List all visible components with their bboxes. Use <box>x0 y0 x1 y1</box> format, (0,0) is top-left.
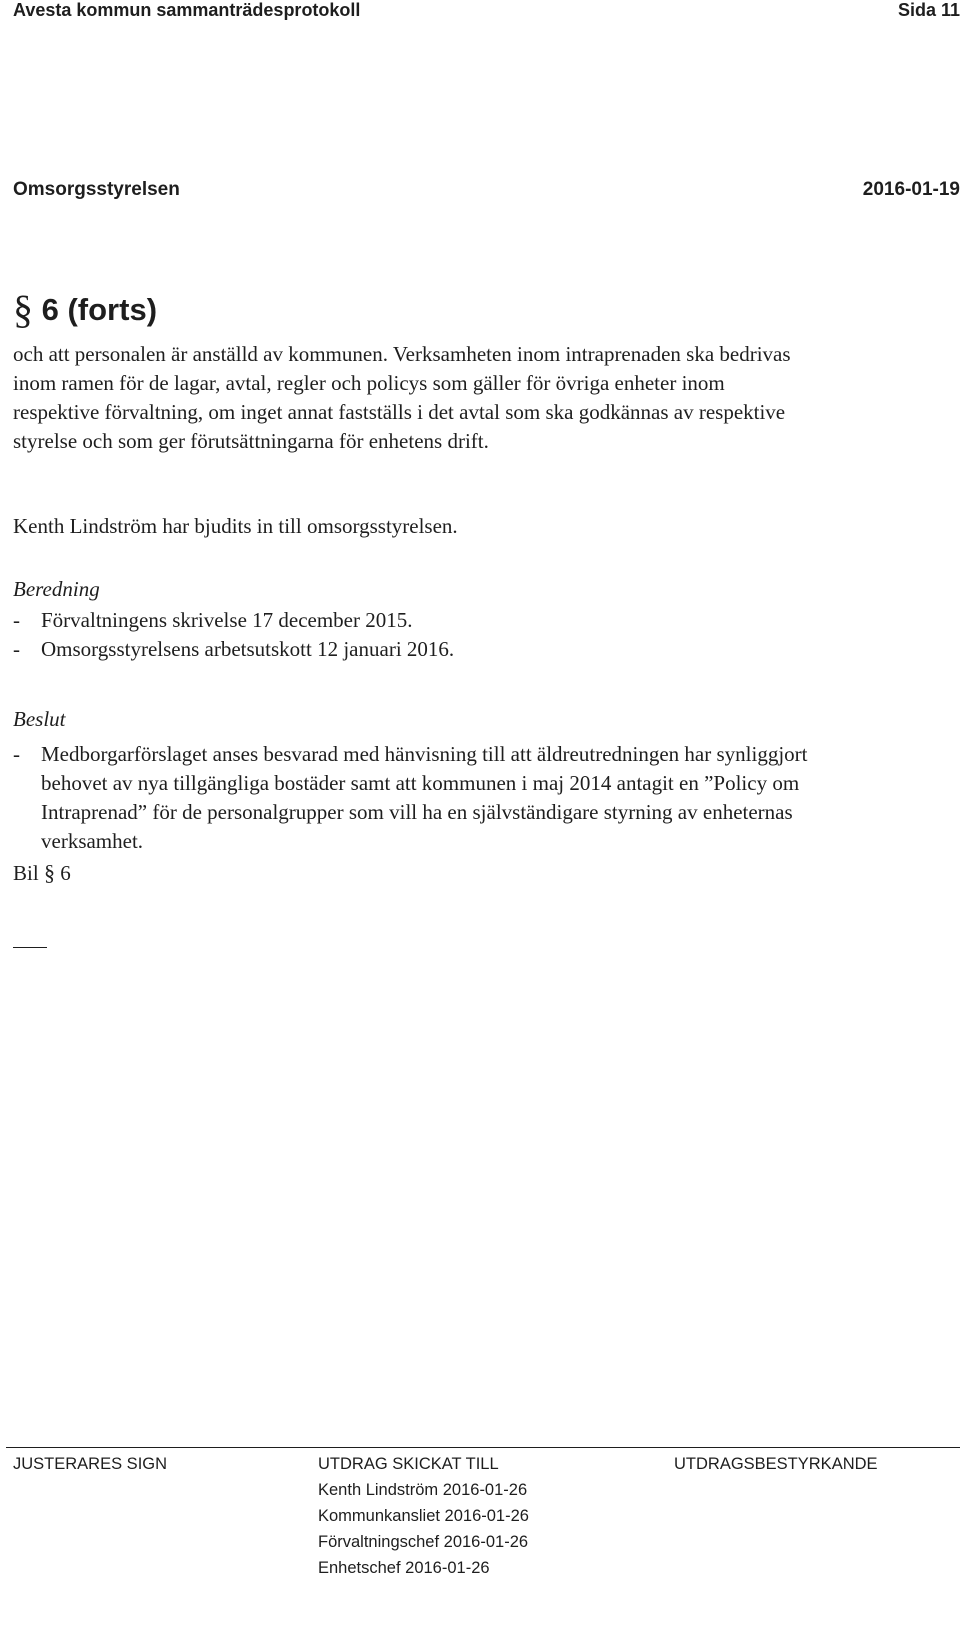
list-item-text: Omsorgsstyrelsens arbetsutskott 12 januari 2016. <box>41 637 455 661</box>
section-symbol: § <box>13 287 33 332</box>
decision-line: verksamhet. <box>41 829 144 853</box>
list-dash: - <box>13 608 20 632</box>
distribution-heading: UTDRAG SKICKAT TILL <box>318 1455 499 1473</box>
list-item <box>13 606 454 635</box>
attachment-prefix: Bil <box>13 861 39 885</box>
footer-certification-label: UTDRAGSBESTYRKANDE <box>674 1455 878 1473</box>
decision-line: behovet av nya tillgängliga bostäder samt att kommunen i maj 2014 antagit en ”Policy om <box>41 771 800 795</box>
decision-line: Medborgarförslaget anses besvarad med hänvisning till att äldreutredningen har synliggjort <box>41 742 808 766</box>
decision-line: Intraprenad” för de personalgrupper som vill ha en självständigare styrning av enheternas <box>41 800 793 824</box>
section-heading <box>13 287 158 332</box>
attachment-reference <box>13 860 71 886</box>
list-item <box>13 635 454 664</box>
document-title: Avesta kommun sammanträdesprotokoll <box>13 0 361 20</box>
meeting-date: 2016-01-19 <box>862 179 960 200</box>
paragraph-line: respektive förvaltning, om inget annat fastställs i det avtal som ska godkännas av respektive <box>13 400 786 424</box>
beslut-heading: Beslut <box>13 707 66 731</box>
list-item-text: Förvaltningens skrivelse 17 december 2015. <box>41 608 413 632</box>
distribution-recipient: Förvaltningschef 2016-01-26 <box>318 1533 529 1551</box>
section-title: 6 (forts) <box>41 292 158 327</box>
intro-paragraph <box>13 340 953 456</box>
invitation-sentence: Kenth Lindström har bjudits in till omsorgsstyrelsen. <box>13 514 458 538</box>
footer-signature-label: JUSTERARES SIGN <box>13 1455 168 1473</box>
list-item <box>13 740 808 856</box>
beredning-list <box>13 606 454 664</box>
beslut-list <box>13 740 808 856</box>
short-rule <box>13 947 47 948</box>
attachment-section-symbol: § <box>43 860 55 885</box>
board-name: Omsorgsstyrelsen <box>13 179 180 200</box>
footer-divider <box>6 1447 960 1448</box>
distribution-recipient: Kenth Lindström 2016-01-26 <box>318 1481 528 1499</box>
beredning-heading: Beredning <box>13 577 100 601</box>
distribution-recipient: Enhetschef 2016-01-26 <box>318 1559 490 1577</box>
distribution-recipient: Kommunkansliet 2016-01-26 <box>318 1507 529 1525</box>
footer-distribution <box>318 1451 529 1581</box>
paragraph-line: styrelse och som ger förutsättningarna för enhetens drift. <box>13 429 489 453</box>
attachment-number: 6 <box>60 861 71 885</box>
paragraph-line: inom ramen för de lagar, avtal, regler och policys som gäller för övriga enheter inom <box>13 371 725 395</box>
list-dash: - <box>13 637 20 661</box>
paragraph-line: och att personalen är anställd av kommunen. Verksamheten inom intraprenaden ska bedrivas <box>13 342 791 366</box>
page-number: Sida 11 <box>897 0 960 20</box>
list-dash: - <box>13 742 20 766</box>
